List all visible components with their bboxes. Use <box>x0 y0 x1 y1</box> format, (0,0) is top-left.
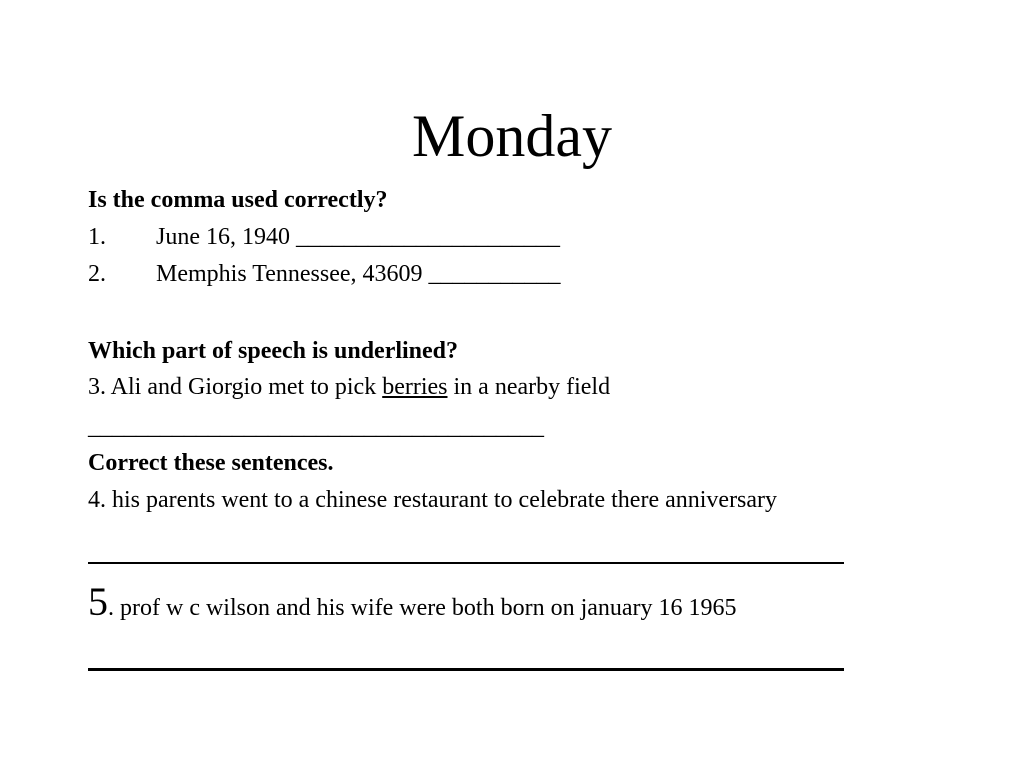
question-5-number: 5 <box>88 579 108 624</box>
section-heading-comma: Is the comma used correctly? <box>88 187 388 213</box>
question-4-answer-line <box>88 562 844 564</box>
question-3-before: 3. Ali and Giorgio met to pick <box>88 374 383 400</box>
question-2-number: 2. <box>88 261 106 287</box>
question-5 <box>88 580 737 630</box>
section-heading-correct: Correct these sentences. <box>88 450 334 476</box>
question-1-text: June 16, 1940 ______________________ <box>156 224 560 250</box>
question-2-text: Memphis Tennessee, 43609 ___________ <box>156 261 561 287</box>
question-1 <box>88 222 560 252</box>
section-heading-speech: Which part of speech is underlined? <box>88 338 459 364</box>
question-4: 4. his parents went to a chinese restaurant to celebrate there anniversary <box>88 487 778 513</box>
question-1-number: 1. <box>88 224 106 250</box>
question-3-answer-line: ______________________________________ <box>88 414 544 440</box>
question-2 <box>88 259 561 289</box>
question-5-text: . prof w c wilson and his wife were both born on january 16 1965 <box>108 595 737 621</box>
page-title: Monday <box>412 103 612 169</box>
question-3 <box>88 372 610 402</box>
question-3-underlined-word: berries <box>382 374 448 400</box>
question-3-after: in a nearby field <box>447 374 611 400</box>
question-5-answer-line <box>88 668 844 671</box>
